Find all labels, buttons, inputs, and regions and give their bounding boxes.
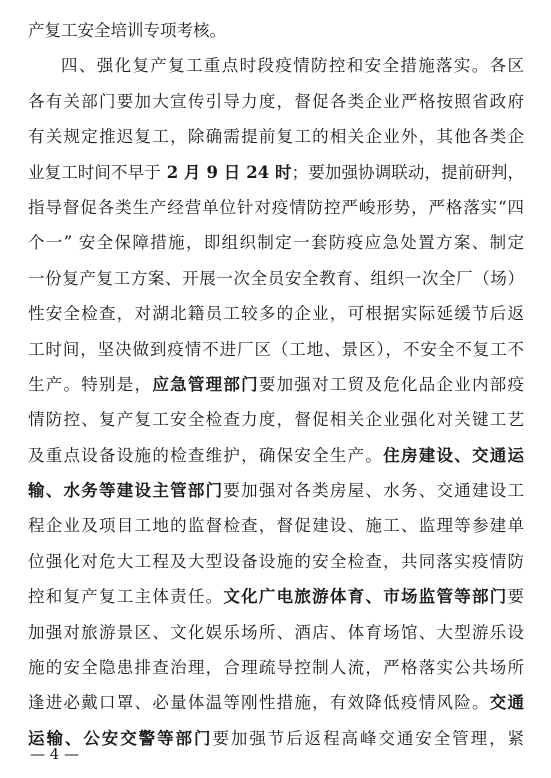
text-line [28, 367, 524, 402]
text-segment: 要 [507, 587, 524, 607]
text-line [28, 650, 524, 685]
bold-text-segment: 输、水务等建设主管部门 [28, 481, 224, 501]
text-line [28, 48, 524, 83]
text-segment: 要加强对工贸及危化品企业内部疫 [258, 374, 524, 394]
text-segment: 各有关部门要加大宣传引导力度，督促各类企业严格按照省政府 [28, 91, 524, 111]
text-segment: 生产。特别是， [28, 374, 153, 394]
text-segment: 要加强对各类房屋、水务、交通建设工 [223, 481, 524, 501]
text-line [28, 225, 524, 260]
text-segment: 控和复产复工主体责任。 [28, 587, 224, 607]
text-segment: 位强化对危大工程及大型设备设施的安全检查，共同落实疫情防 [28, 551, 524, 571]
text-segment: 要加强节后返程高峰交通安全管理，紧 [212, 728, 524, 748]
bold-text-segment: 运输、公安交警等部门 [28, 728, 213, 748]
bold-text-segment: 2 月 9 日 24 时 [160, 162, 292, 182]
text-segment: 施的安全隐患排查治理，合理疏导控制人流，严格落实公共场所 [28, 658, 524, 678]
body-text [28, 13, 524, 756]
bold-text-segment: 交通 [489, 693, 524, 713]
text-line [28, 261, 524, 296]
text-segment: 有关规定推迟复工，除确需提前复工的相关企业外，其他各类企 [28, 127, 524, 147]
bold-text-segment: 住房建设、交通运 [383, 445, 524, 465]
bold-text-segment: 应急管理部门 [152, 374, 259, 394]
text-segment: 性安全检查，对湖北籍员工较多的企业，可根据实际延缓节后返 [28, 304, 524, 324]
text-segment: 个一” 安全保障措施，即组织制定一套防疫应急处置方案、制定 [28, 233, 524, 253]
text-line [28, 473, 524, 508]
text-segment: 加强对旅游景区、文化娱乐场所、酒店、体育场馆、大型游乐设 [28, 622, 524, 642]
text-segment: 产复工安全培训专项考核。 [28, 21, 226, 40]
text-segment: 指导督促各类生产经营单位针对疫情防控严峻形势，严格落实“四 [28, 197, 524, 217]
text-line [28, 508, 524, 543]
bold-text-segment: 文化广电旅游体育、市场监管等部门 [223, 587, 508, 607]
text-segment: 业复工时间不早于 [28, 162, 161, 182]
text-line [28, 13, 524, 48]
text-line [28, 84, 524, 119]
text-line [28, 119, 524, 154]
text-segment: 四、强化复产复工重点时段疫情防控和安全措施落实。各区 [61, 56, 524, 76]
text-segment: 工时间，坚决做到疫情不进厂区（工地、景区），不安全不复工不 [28, 339, 524, 359]
text-segment: 情防控、复产复工安全检查力度，督促相关企业强化对关键工艺 [28, 410, 524, 430]
text-segment: 一份复产复工方案、开展一次全员安全教育、组织一次全厂（场） [28, 268, 524, 288]
text-segment: 及重点设备设施的检查维护，确保安全生产。 [28, 445, 384, 465]
text-line [28, 438, 524, 473]
page-number: — 4 — [30, 745, 80, 763]
text-line [28, 155, 524, 190]
text-line [28, 296, 524, 331]
text-line [28, 190, 524, 225]
text-line [28, 615, 524, 650]
text-line [28, 685, 524, 720]
text-line [28, 402, 524, 437]
text-line [28, 579, 524, 614]
text-line [28, 544, 524, 579]
text-segment: ；要加强协调联动，提前研判， [291, 162, 524, 182]
text-line [28, 721, 524, 756]
text-segment: 程企业及项目工地的监督检查，督促建设、施工、监理等参建单 [28, 516, 524, 536]
text-line [28, 332, 524, 367]
text-segment: 逢进必戴口罩、必量体温等刚性措施，有效降低疫情风险。 [28, 693, 490, 713]
